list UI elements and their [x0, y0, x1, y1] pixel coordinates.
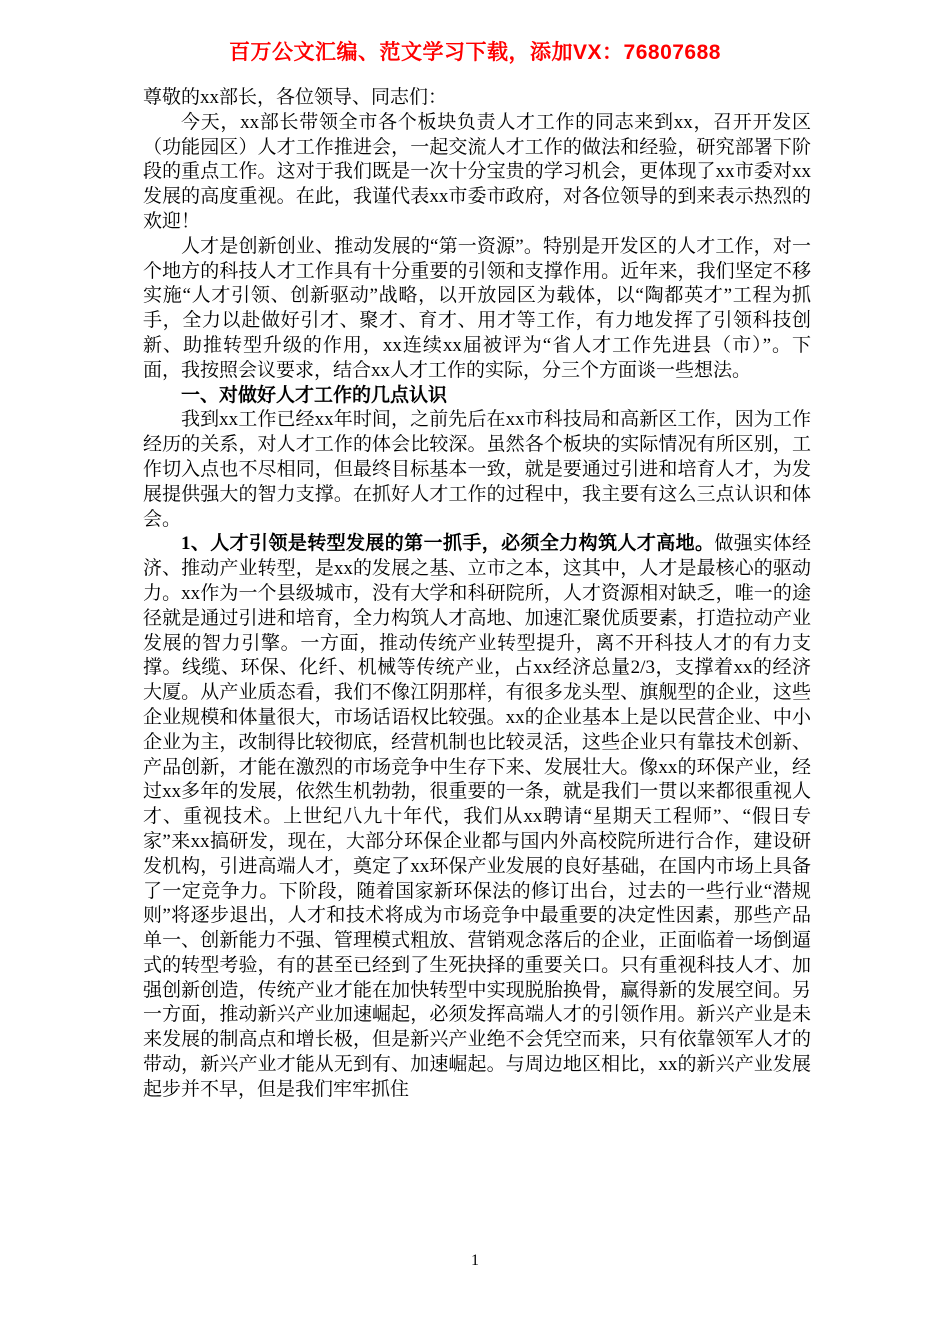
- salutation: 尊敬的xx部长，各位领导、同志们：: [143, 87, 448, 108]
- promo-header-text: 百万公文汇编、范文学习下载，添加VX：76807688: [229, 41, 721, 64]
- paragraph-first-resource: 人才是创新创业、推动发展的“第一资源”。特别是开发区的人才工作，对一个地方的科技人才工作具有十分重要的引领和支撑作用。近年来，我们坚定不移实施“人才引领、创新驱动”战略，以开放园区为载体，以“陶都英才”工程为抓手，全力以赴做好引才、聚才、育才、用才等工作，有力地发挥了引领科技创新、助推转型升级的作用，xx连续xx届被评为“省人才工作先进县（市）”。下面，我按照会议要求，结合xx人才工作的实际，分三个方面谈一些想法。: [143, 235, 811, 381]
- point-1-bold-lead: 1、人才引领是转型发展的第一抓手，必须全力构筑人才高地。: [181, 533, 715, 555]
- document-body: [143, 86, 811, 1103]
- paragraph-opening: 今天，xx部长带领全市各个板块负责人才工作的同志来到xx，召开开发区（功能园区）人才工作推进会，一起交流人才工作的做法和经验，研究部署下阶段的重点工作。这对于我们既是一次十分宝贵的学习机会，更体现了xx市委对xx发展的高度重视。在此，我谨代表xx市委市政府，对各位领导的到来表示热烈的欢迎！: [143, 111, 811, 232]
- paragraph-personal-experience: 我到xx工作已经xx年时间，之前先后在xx市科技局和高新区工作，因为工作经历的关系，对人才工作的体会比较深。虽然各个板块的实际情况有所区别，工作切入点也不尽相同，但最终目标基本一致，就是要通过引进和培育人才，为发展提供强大的智力支撑。在抓好人才工作的过程中，我主要有这么三点认识和体会。: [143, 409, 811, 530]
- page-number: 1: [471, 1252, 479, 1269]
- paragraph-point-1: [143, 532, 811, 1102]
- point-1-body-text: 做强实体经济、推动产业转型，是xx的发展之基、立市之本，这其中，人才是最核心的驱动力。xx作为一个县级城市，没有大学和科研院所，人才资源相对缺乏，唯一的途径就是通过引进和培育，全力构筑人才高地、加速汇聚优质要素，打造拉动产业发展的智力引擎。一方面，推动传统产业转型提升，离不开科技人才的有力支撑。线缆、环保、化纤、机械等传统产业，占xx经济总量2/3，支撑着xx的经济大厦。从产业质态看，我们不像江阴那样，有很多龙头型、旗舰型的企业，这些企业规模和体量很大，市场话语权比较强。xx的企业基本上是以民营企业、中小企业为主，改制得比较彻底，经营机制也比较灵活，这些企业只有靠技术创新、产品创新，才能在激烈的市场竞争中生存下来、发展壮大。像xx的环保产业，经过xx多年的发展，依然生机勃勃，很重要的一条，就是我们一贯以来都很重视人才、重视技术。上世纪八九十年代，我们从xx聘请“星期天工程师”、“假日专家”来xx搞研发，现在，大部分环保企业都与国内外高校院所进行合作，建设研发机构，引进高端人才，奠定了xx环保产业发展的良好基础，在国内市场上具备了一定竞争力。下阶段，随着国家新环保法的修订出台，过去的一些行业“潜规则”将逐步退出，人才和技术将成为市场竞争中最重要的决定性因素，那些产品单一、创新能力不强、管理模式粗放、营销观念落后的企业，正面临着一场倒逼式的转型考验，有的甚至已经到了生死抉择的重要关口。只有重视科技人才、加强创新创造，传统产业才能在加快转型中实现脱胎换骨，赢得新的发展空间。另一方面，推动新兴产业加速崛起，必须发挥高端人才的引领作用。新兴产业是未来发展的制高点和增长极，但是新兴产业绝不会凭空而来，只有依靠领军人才的带动，新兴产业才能从无到有、加速崛起。与周边地区相比，xx的新兴产业发展起步并不早，但是我们牢牢抓住: [143, 533, 811, 1100]
- section-heading-1: 一、对做好人才工作的几点认识: [181, 384, 448, 406]
